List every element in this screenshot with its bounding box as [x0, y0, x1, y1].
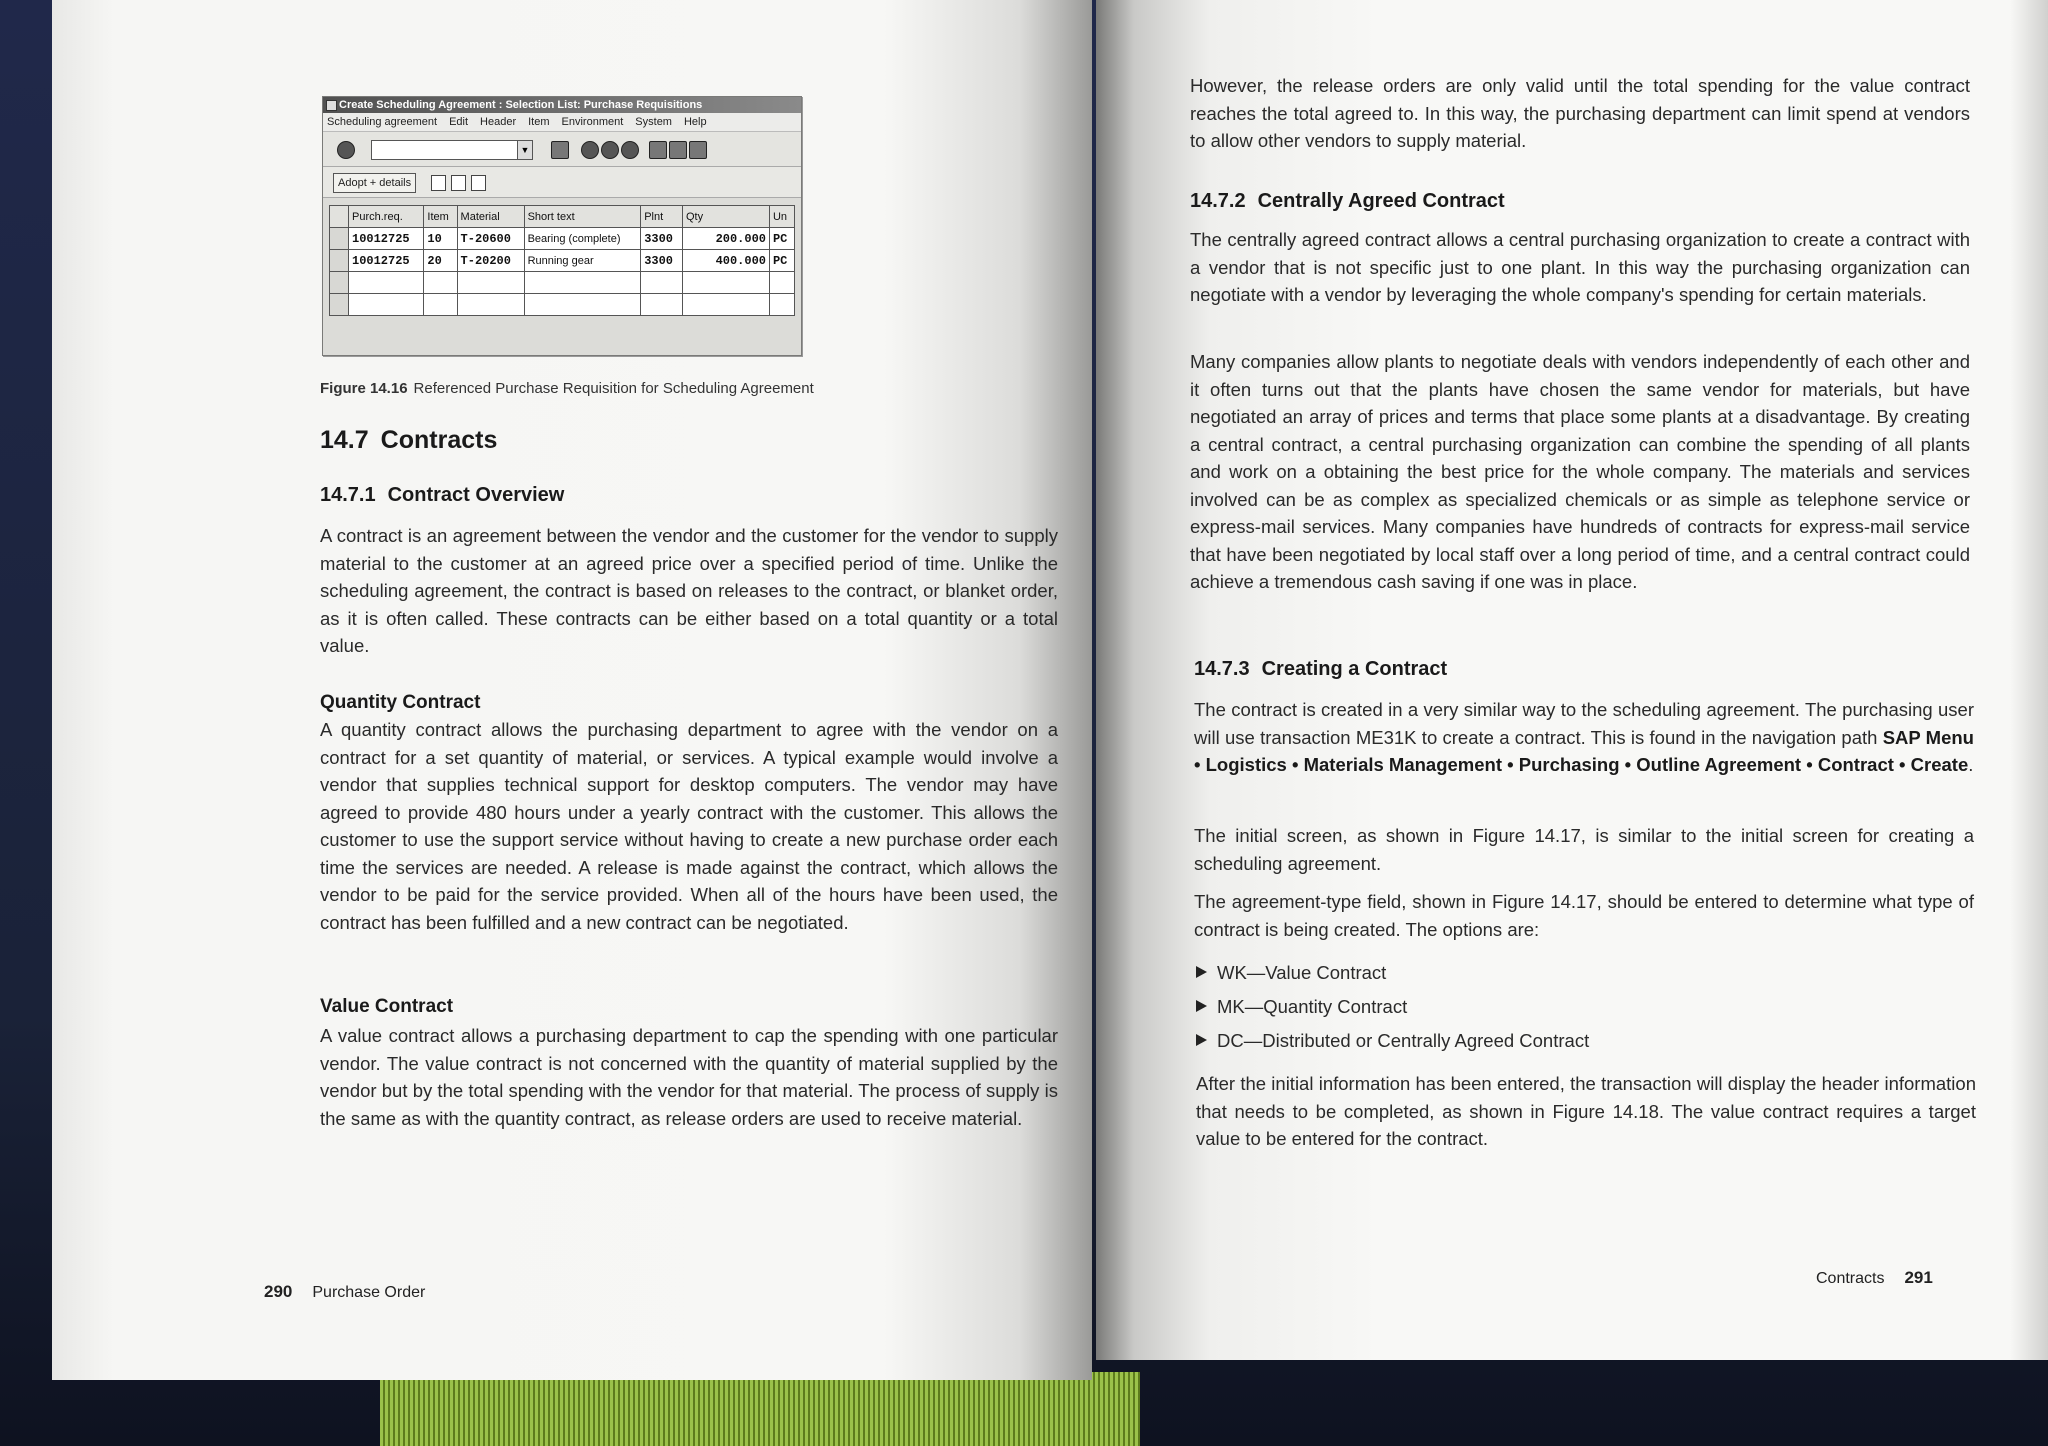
column-header: Un — [769, 206, 794, 228]
paragraph-release-orders: However, the release orders are only valid until the total spending for the value contract reaches the total agreed to. In this way, the purchasing department can limit spend at vendors to allow other vendors to supply material. — [1190, 75, 1970, 151]
subsection-heading-creating — [1194, 658, 1447, 681]
sap-window-title — [323, 97, 801, 113]
column-header: Short text — [524, 206, 641, 228]
cell: 10 — [424, 228, 457, 250]
section-heading — [320, 426, 497, 455]
right-page-footer — [1816, 1268, 1933, 1288]
running-footer-title: Contracts — [1816, 1270, 1885, 1287]
paragraph-contract-overview: A contract is an agreement between the vendor and the customer for the vendor to supply material to the customer at an agreed price over a specified period of time. Unlike the scheduling agreement, the contract is based on releases to the contract, or blanket order, as it is often called. These contracts can be either based on a total quantity or a total value. — [320, 525, 1058, 656]
row-selector — [330, 250, 349, 272]
sap-toolbar — [323, 132, 801, 167]
running-footer-title: Purchase Order — [312, 1284, 426, 1301]
list-item — [1196, 1024, 1589, 1058]
paragraph-creating-contract — [1194, 696, 1974, 779]
option-text: WK—Value Contract — [1217, 962, 1387, 983]
sap-menu-item: Item — [528, 116, 550, 128]
heading-value-contract: Value Contract — [320, 996, 454, 1017]
sap-screenshot-figure — [322, 96, 802, 356]
cell: PC — [769, 228, 794, 250]
option-text: DC—Distributed or Centrally Agreed Contract — [1217, 1030, 1590, 1051]
paragraph-after-initial: After the initial information has been entered, the transaction will display the header information that needs to be completed, as shown in Figure 14.18. The value contract requires a target value to be entered for the contract. — [1196, 1073, 1976, 1149]
cell: T-20200 — [457, 250, 524, 272]
subsection-heading-central — [1190, 190, 1505, 213]
exit-icon — [601, 141, 619, 159]
document-icon — [471, 175, 486, 191]
enter-icon — [337, 141, 355, 159]
column-header: Plnt — [641, 206, 683, 228]
row-selector — [330, 228, 349, 250]
cell: 20 — [424, 250, 457, 272]
cell: 10012725 — [349, 250, 424, 272]
contract-type-options — [1196, 956, 1589, 1058]
right-page — [1096, 0, 2048, 1360]
column-header: Qty — [682, 206, 769, 228]
paragraph-plants-negotiate: Many companies allow plants to negotiate deals with vendors independently of each other and it often turns out that the plants have chosen the same vendor for materials, but have negotiated an array of prices and terms that place some plants at a disadvantage. By creating a central contract, a central purchasing organization can combine the spending of all plants and work on a obtaining the best price for the whole company. The materials and services involved can be as complex as specialized chemicals or as simple as telephone service or express-mail services. Many companies have hundreds of contracts for express-mail service that have been negotiated by local staff over a long period of time, and a central contract could achieve a tremendous cash saving if one was in place. — [1190, 351, 1970, 592]
column-header: Material — [457, 206, 524, 228]
paragraph-value-contract: A value contract allows a purchasing department to cap the spending with one particular vendor. The value contract is not concerned with the quantity of material supplied by the vendor but by the total spending with the vendor for that material. The process of supply is the same as with the quantity contract, as release orders are used to receive material. — [320, 1025, 1058, 1129]
section-number: 14.7 — [320, 426, 369, 454]
creating-text-end: . — [1968, 754, 1974, 775]
list-item — [1196, 956, 1589, 990]
subsection-number: 14.7.3 — [1194, 658, 1250, 680]
subsection-title: Creating a Contract — [1261, 658, 1448, 680]
page-number: 291 — [1904, 1268, 1933, 1287]
table-row — [330, 228, 795, 250]
adopt-details-button: Adopt + details — [333, 173, 416, 193]
figure-caption — [320, 380, 814, 397]
copy-icon — [431, 175, 446, 191]
save-icon — [551, 141, 569, 159]
subsection-title: Centrally Agreed Contract — [1257, 190, 1505, 212]
table-row — [330, 294, 795, 316]
sap-menu-bar — [323, 113, 801, 132]
cell: PC — [769, 250, 794, 272]
bullet-triangle-icon — [1196, 1000, 1207, 1012]
subsection-title: Contract Overview — [387, 484, 565, 506]
cell: 10012725 — [349, 228, 424, 250]
sap-menu-help: Help — [683, 116, 707, 128]
window-icon — [326, 100, 337, 111]
print-icon — [649, 141, 667, 159]
back-icon — [581, 141, 599, 159]
subsection-number: 14.7.2 — [1190, 190, 1246, 212]
paragraph-quantity-contract: A quantity contract allows the purchasing department to agree with the vendor on a contract for a set quantity of material, or services. A typical example would involve a vendor that supplies technical support for desktop computers. The vendor may have agreed to provide 480 hours under a yearly contract with the customer. This allows the customer to use the support service without having to create a new purchase order each time the services are needed. A release is made against the contract, which allows the vendor to be paid for the service provided. When all of the hours have been used, the contract has been fulfilled and a new contract can be negotiated. — [320, 719, 1058, 933]
table-row — [330, 250, 795, 272]
paragraph-agreement-type: The agreement-type field, shown in Figure 14.17, should be entered to determine what type of contract is being created. The options are: — [1194, 891, 1974, 940]
cell: Bearing (complete) — [524, 228, 641, 250]
table-header-row — [330, 206, 795, 228]
paragraph-central-contract: The centrally agreed contract allows a central purchasing organization to create a contract with a vendor that is not specific just to one plant. In this way the purchasing organization can negotiate with a vendor by leveraging the whole company's spending for certain materials. — [1190, 229, 1970, 305]
creating-text: The contract is created in a very similar way to the scheduling agreement. The purchasing user will use transaction ME31K to create a contract. This is found in the navigation path — [1194, 699, 1974, 748]
sap-menu-environment: Environment — [561, 116, 624, 128]
scanner-edge-strip — [380, 1372, 1140, 1446]
cell: 3300 — [641, 250, 683, 272]
left-page — [52, 0, 1092, 1380]
page-number: 290 — [264, 1282, 293, 1301]
sap-menu-system: System — [635, 116, 672, 128]
command-field — [371, 140, 533, 160]
list-item — [1196, 990, 1589, 1024]
details-icon — [451, 175, 466, 191]
option-text: MK—Quantity Contract — [1217, 996, 1408, 1017]
left-page-footer — [264, 1282, 425, 1302]
navigation-path: SAP Menu • Logistics • Materials Management • Purchasing • Outline Agreement • Contract • Create — [1194, 726, 1974, 775]
bullet-triangle-icon — [1196, 966, 1207, 978]
cell: 3300 — [641, 228, 683, 250]
subsection-number: 14.7.1 — [320, 484, 376, 506]
bullet-triangle-icon — [1196, 1034, 1207, 1046]
sap-menu-header: Header — [480, 116, 517, 128]
cell: T-20600 — [457, 228, 524, 250]
select-column — [330, 206, 349, 228]
cell: 400.000 — [682, 250, 769, 272]
column-header: Item — [424, 206, 457, 228]
find-icon — [669, 141, 687, 159]
heading-quantity-contract: Quantity Contract — [320, 692, 481, 713]
caption-label: Figure 14.16 — [320, 380, 408, 397]
paragraph-initial-screen: The initial screen, as shown in Figure 14.17, is similar to the initial screen for creating a scheduling agreement. — [1194, 825, 1974, 874]
column-header: Purch.req. — [349, 206, 424, 228]
requisition-table — [329, 205, 795, 316]
sap-window-title-text: Create Scheduling Agreement : Selection List: Purchase Requisitions — [339, 99, 703, 111]
table-row — [330, 272, 795, 294]
cell: Running gear — [524, 250, 641, 272]
caption-text: Referenced Purchase Requisition for Scheduling Agreement — [413, 380, 814, 397]
subsection-heading-overview — [320, 484, 564, 507]
dropdown-arrow-icon: ▼ — [517, 141, 532, 159]
cell: 200.000 — [682, 228, 769, 250]
sap-menu-scheduling-agreement: Scheduling agreement — [327, 116, 438, 128]
cancel-icon — [621, 141, 639, 159]
section-title: Contracts — [380, 426, 498, 454]
find-next-icon — [689, 141, 707, 159]
sap-menu-edit: Edit — [449, 116, 469, 128]
sap-application-toolbar — [323, 167, 801, 198]
